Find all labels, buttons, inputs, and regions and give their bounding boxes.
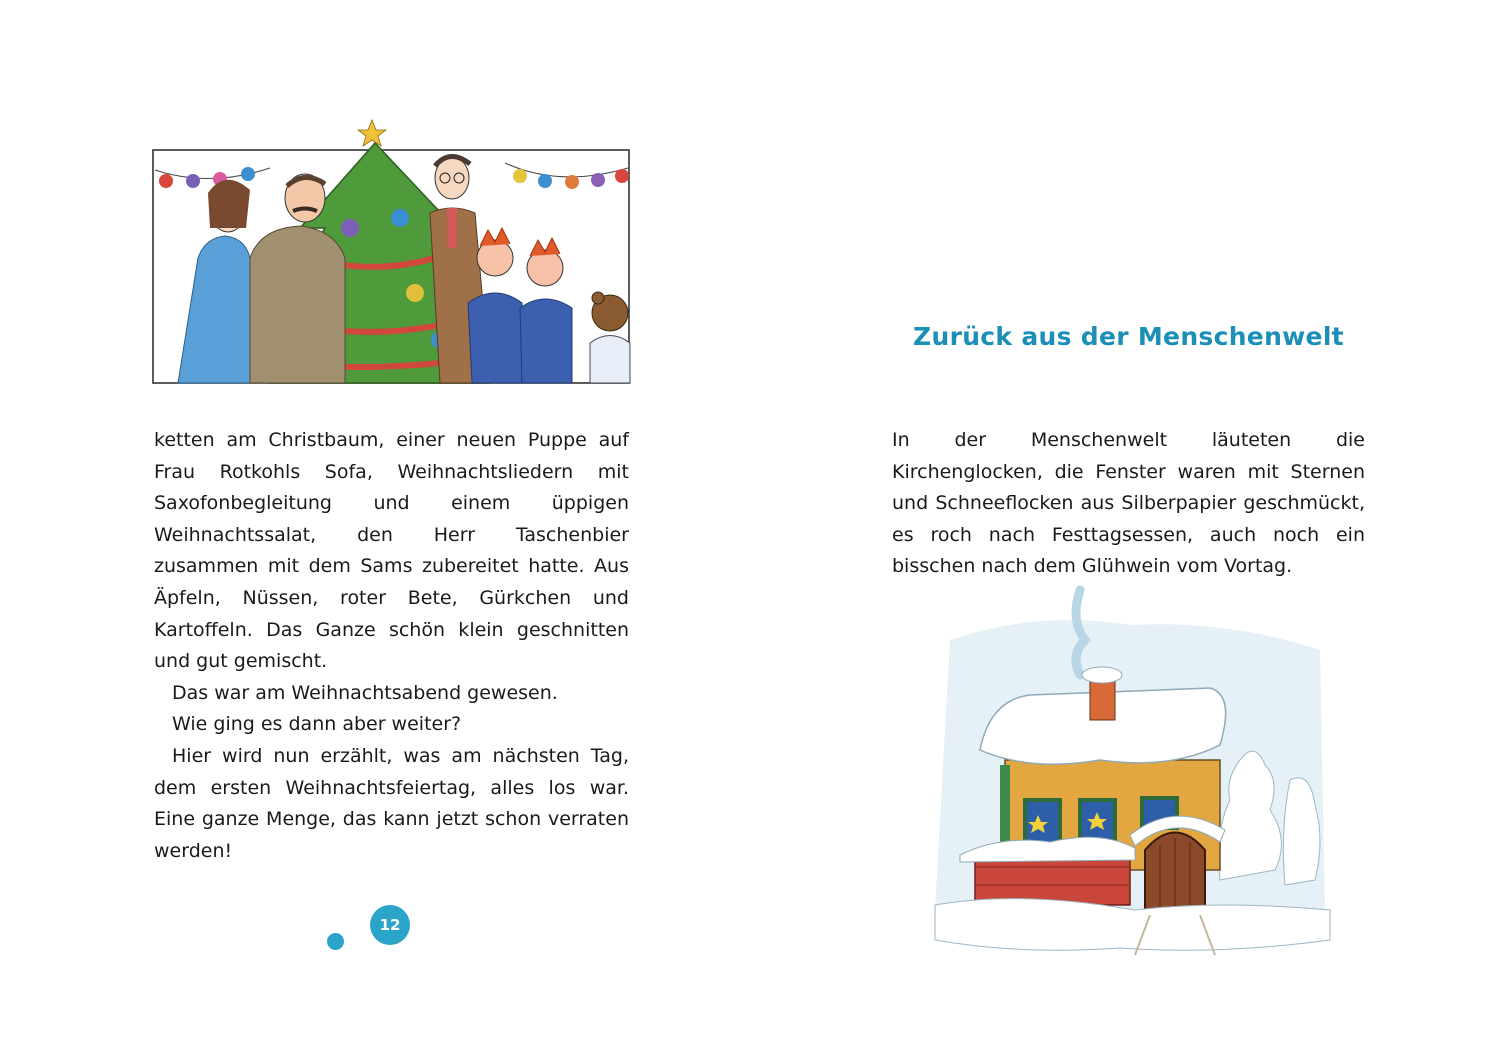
- paragraph: Wie ging es dann aber weiter?: [172, 713, 462, 736]
- paragraph: ketten am Christbaum, einer neuen Puppe auf Frau Rotkohls Sofa, Weihnachtsliedern mit Saxofonbegleitung und einem üppigen Weihnachtssalat, den Herr Taschenbier zusammen mit dem Sams zubereitet hatte. Aus Äpfeln, Nüssen, roter Bete, Gürkchen und Kartoffeln. Das Ganze schön klein geschnitten und gut gemischt.: [154, 429, 629, 673]
- page-number: 12: [370, 905, 410, 945]
- paragraph: In der Menschenwelt läuteten die Kirchenglocken, die Fenster waren mit Sternen und Schneeflocken aus Silberpapier geschmückt, es roch nach Festtagsessen, auch noch ein bisschen nach dem Glühwein vom Vortag.: [892, 429, 1365, 578]
- page-number-badge: [322, 900, 422, 960]
- decorative-dot-icon: [327, 933, 344, 950]
- christmas-family-illustration: [150, 118, 632, 388]
- left-page-body: [154, 425, 629, 867]
- chapter-title: Zurück aus der Menschenwelt: [913, 322, 1344, 351]
- paragraph: Hier wird nun erzählt, was am nächsten Tag, dem ersten Weihnachtsfeiertag, alles los war. Eine ganze Menge, das kann jetzt schon verraten werden!: [154, 744, 629, 862]
- right-page-body: [892, 425, 1365, 583]
- snowy-house-illustration: [920, 580, 1340, 965]
- paragraph: Das war am Weihnachtsabend gewesen.: [172, 681, 558, 704]
